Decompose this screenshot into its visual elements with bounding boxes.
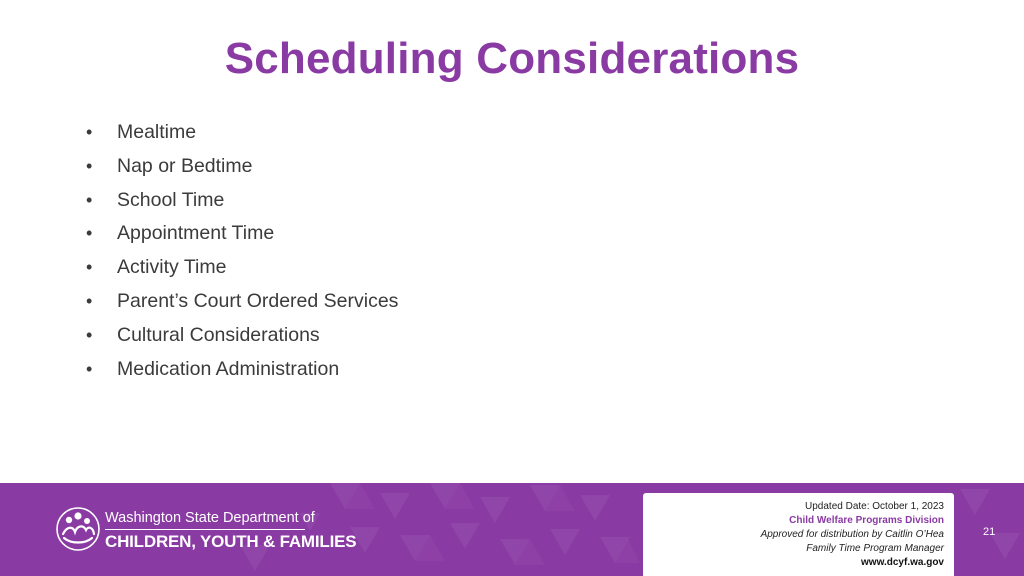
bullet-marker: • — [86, 358, 93, 379]
approver-role: Family Time Program Manager — [806, 543, 944, 554]
bullet-text: Activity Time — [117, 256, 227, 279]
bullet-marker: • — [86, 189, 93, 210]
bullet-marker: • — [86, 223, 93, 244]
bullet-item — [86, 287, 398, 321]
bullet-item — [86, 321, 398, 355]
bullet-text: Cultural Considerations — [117, 323, 320, 346]
bullet-item — [86, 186, 398, 220]
bullet-marker: • — [86, 324, 93, 345]
bullet-text: Nap or Bedtime — [117, 154, 253, 177]
updated-date: Updated Date: October 1, 2023 — [805, 501, 944, 512]
bullet-item — [86, 152, 398, 186]
bullet-list — [86, 118, 398, 388]
logo-agency-line: Washington State Department of — [105, 510, 315, 526]
logo-name-line: CHILDREN, YOUTH & FAMILIES — [105, 532, 357, 551]
bullet-text: Medication Administration — [117, 357, 340, 380]
bullet-marker: • — [86, 257, 93, 278]
bullet-item — [86, 118, 398, 152]
approval-line: Approved for distribution by Caitlin O’Hea — [760, 529, 944, 540]
bullet-text: Mealtime — [117, 121, 197, 143]
logo-divider — [105, 529, 305, 530]
bullet-text: School Time — [117, 188, 225, 211]
bullet-item — [86, 355, 398, 389]
family-emblem-icon — [55, 506, 101, 552]
bullet-marker: • — [86, 155, 93, 176]
bullet-item — [86, 219, 398, 253]
division-name: Child Welfare Programs Division — [789, 515, 944, 526]
bullet-marker: • — [86, 122, 93, 142]
slide-title: Scheduling Considerations — [224, 34, 800, 83]
bullet-item — [86, 253, 398, 287]
website-link[interactable]: www.dcyf.wa.gov — [861, 557, 944, 568]
bullet-text: Parent’s Court Ordered Services — [117, 289, 399, 312]
bullet-text: Appointment Time — [117, 222, 275, 245]
info-text — [761, 500, 944, 570]
dcyf-logo — [55, 506, 357, 554]
bullet-marker: • — [86, 290, 93, 311]
page-number: 21 — [983, 526, 996, 538]
